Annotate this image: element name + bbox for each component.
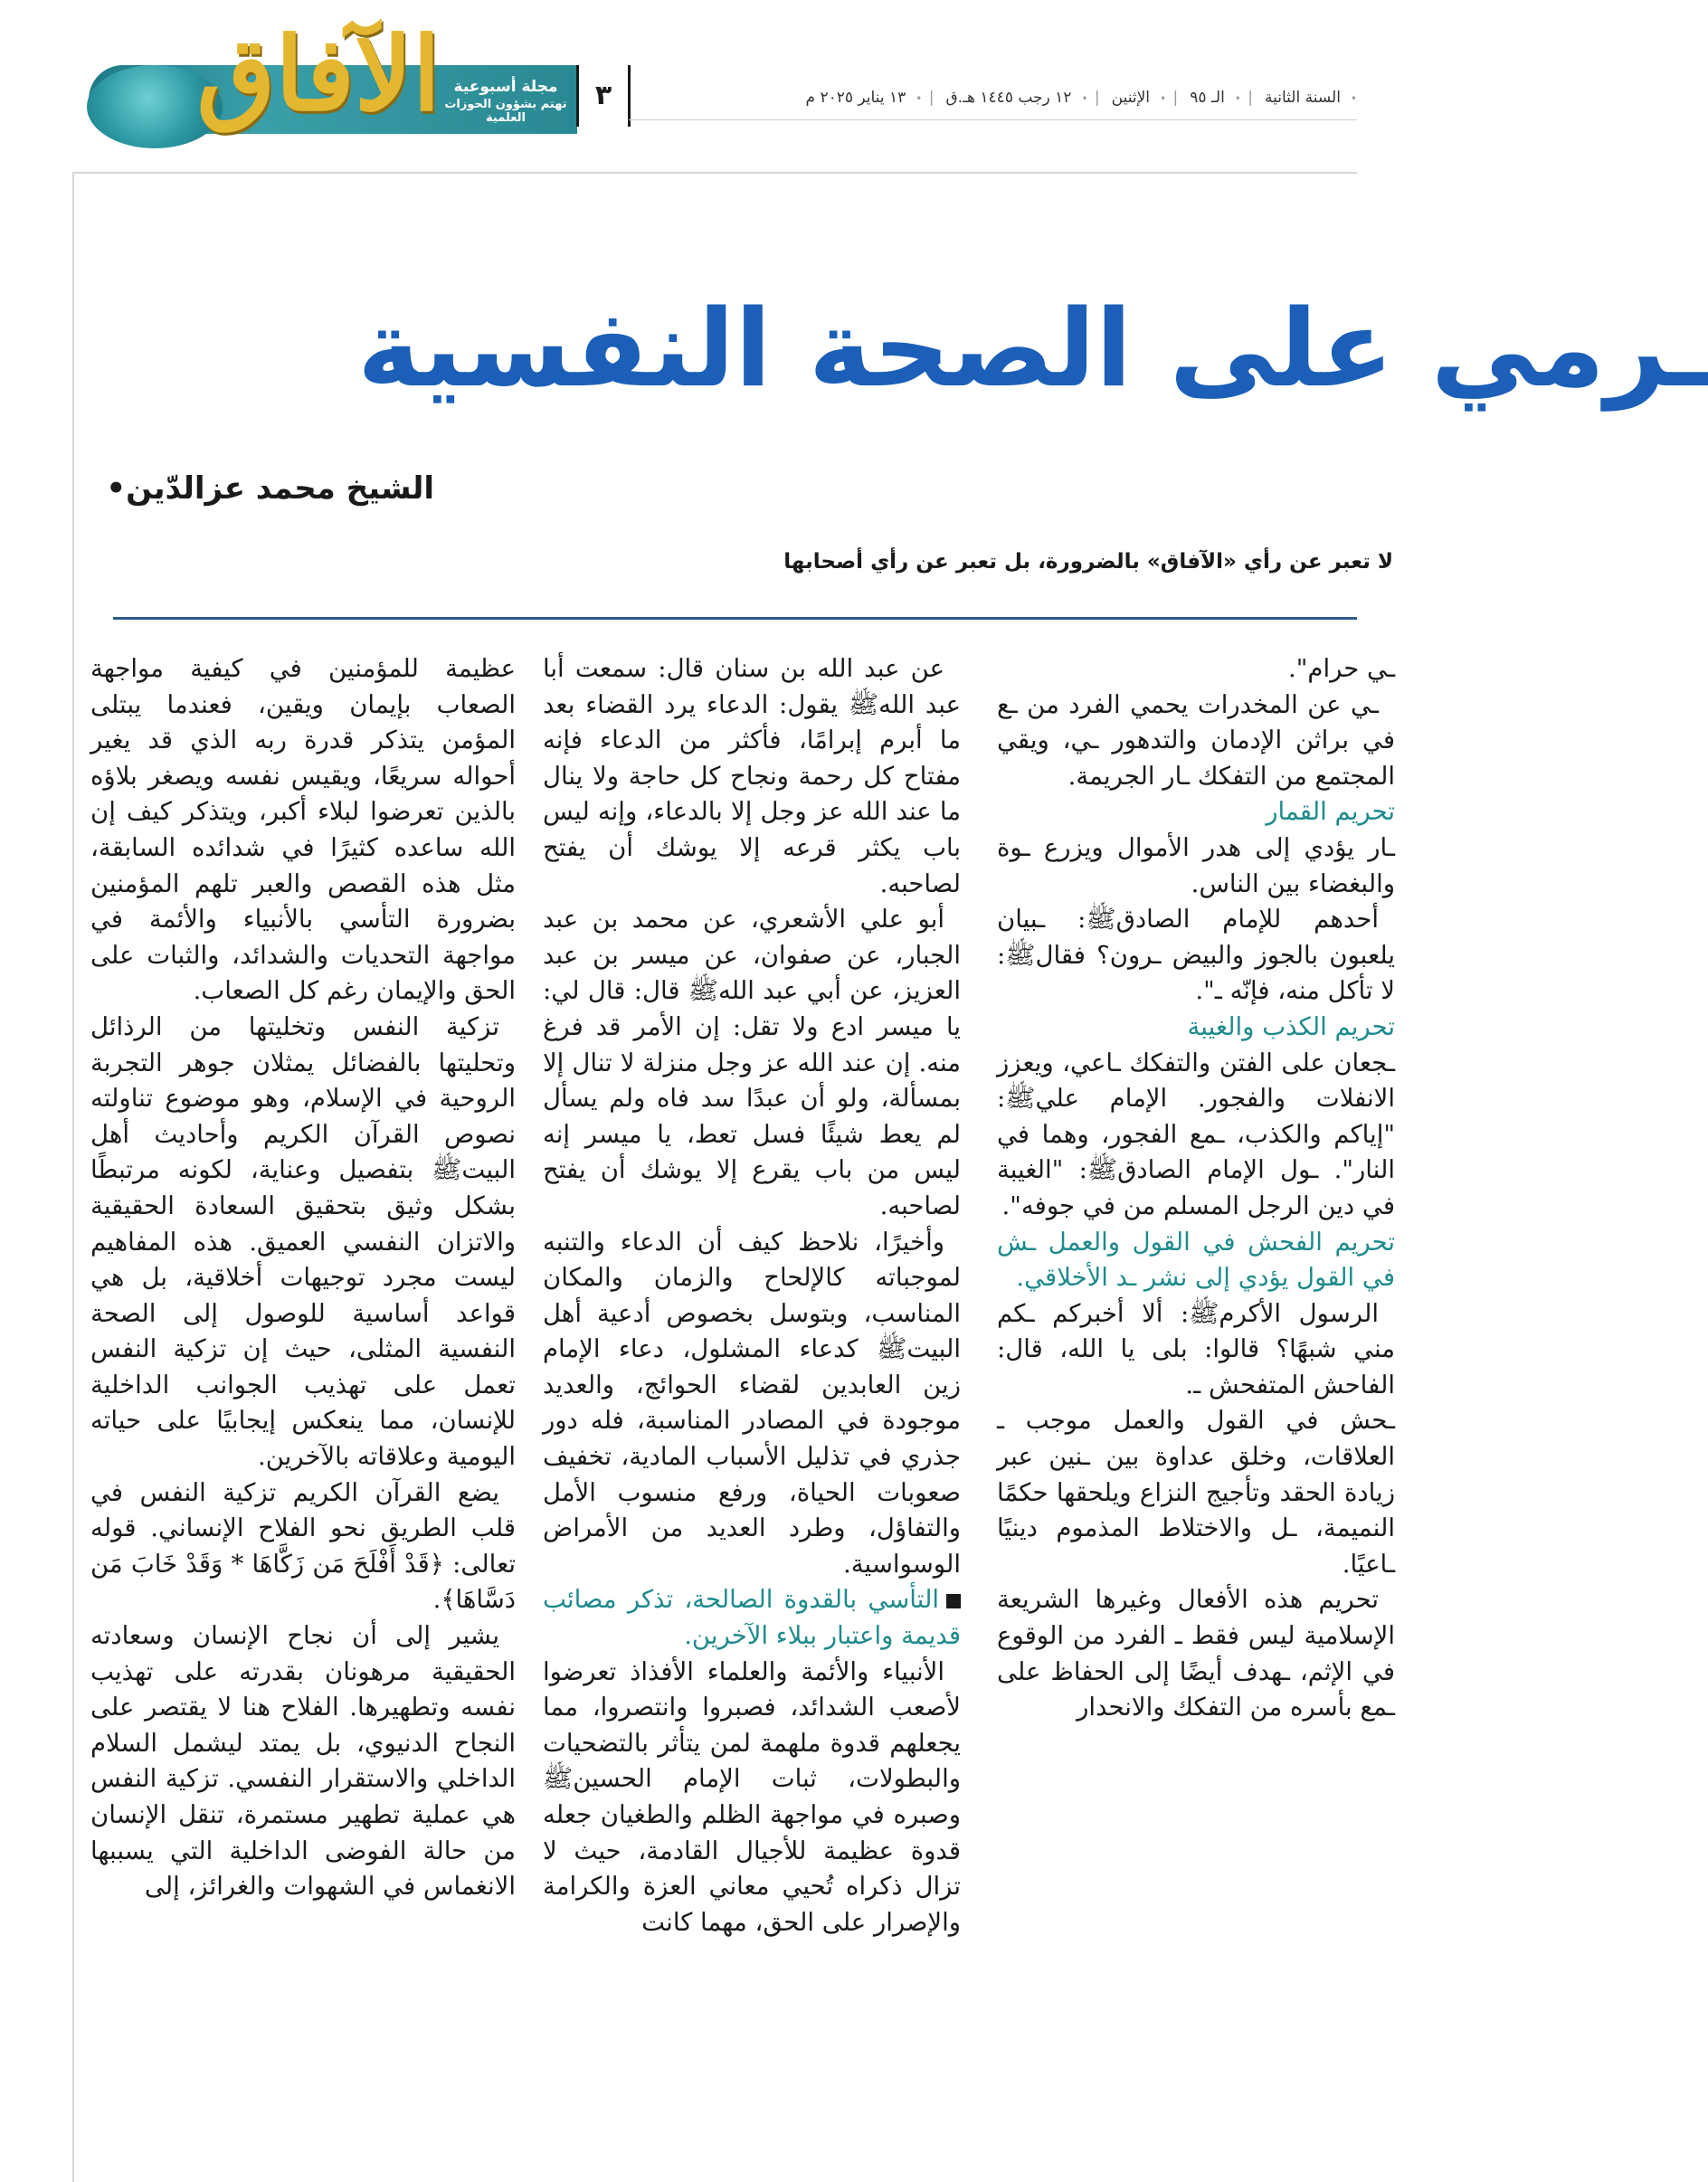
column-left — [90, 651, 516, 2182]
paragraph: ـي عن المخدرات يحمي الفرد من ـع في براثن الإدمان والتدهور ـي، ويقي المجتمع من التفكك ـار الجريمة. — [997, 689, 1395, 791]
paragraph: الرسول الأكرمﷺ: ألا أخبركم ـكم مني شبهًا؟ قالوا: بلى يا الله، قال: الفاحش المتفحش ـ. — [997, 1298, 1395, 1399]
masthead — [0, 0, 1357, 163]
headline-area — [0, 271, 1708, 434]
issue-day: الإثنين — [1111, 89, 1151, 107]
headline-divider — [113, 617, 1357, 620]
paragraph: ـي حرام". — [1288, 654, 1395, 683]
subheading: تحريم الفحش في القول والعمل ـش في القول يؤدي إلى نشر ـد الأخلاقي. — [997, 1227, 1395, 1293]
logo-subtitle-2: تهتم بشؤون الحوزات العلمية — [444, 98, 567, 125]
paragraph: أبو علي الأشعري، عن محمد بن عبد الجبار، عن صفوان، عن ميسر بن عبد العزيز، عن أبي عبد اللهﷺ قال: قال لي: يا ميسر ادع ولا تقل: إن الأمر قد فرغ منه. إن عند الله عز وجل منزلة لا تنال إلا بمسألة، ولو أن عبدًا سد فاه ولم يسأل لم يعط شيئًا فسل تعط، يا ميسر إنه ليس من باب يقرع إلا يوشك أن يفتح لصاحبه. — [543, 905, 961, 1220]
subheading: تحريم الكذب والغيبة — [1187, 1011, 1395, 1041]
paragraph: عن عبد الله بن سنان قال: سمعت أبا عبد اللهﷺ يقول: الدعاء يرد القضاء بعد ما أبرم إبرامًا، فأكثر من الدعاء فإنه مفتاح كل رحمة ونجاح كل حاجة ولا ينال ما عند الله عز وجل إلا بالدعاء، وإنه ليس باب يكثر قرعه إلا يوشك أن يفتح لصاحبه. — [543, 654, 961, 898]
logo-subtitle-1: مجلة أسبوعية — [453, 78, 558, 96]
article-author: الشيخ محمد عزالدّين• — [106, 470, 434, 507]
paragraph: تحريم هذه الأفعال وغيرها الشريعة الإسلامية ليس فقط ـ الفرد من الوقوع في الإثم، ـهدف أيضًا إلى الحفاظ على ـمع بأسره من التفكك والانحدار — [997, 1585, 1395, 1722]
issue-info-bar: •السنة الثانية| •الـ ٩٥| •الإثنين| •١٢ رجب ١٤٤٥ هـ.ق| •١٣ يناير ٢٠٢٥ م — [629, 89, 1357, 120]
paragraph: ـحش في القول والعمل موجب ـ العلاقات، وخلق عداوة بين ـنين عبر زيادة الحقد وتأجيج النزاع ويلحقها حكمًا النميمة، ـل والاختلاط المذموم دينيًا ـاعيًا. — [997, 1406, 1395, 1579]
page-frame-top — [72, 172, 1357, 174]
subheading: تحريم القمار — [1266, 797, 1395, 827]
logo-wordmark: الآفاق — [196, 15, 441, 134]
issue-gregorian-date: ١٣ يناير ٢٠٢٥ م — [805, 89, 906, 107]
subheading-text: التأسي بالقدوة الصالحة، تذكر مصائب قديمة واعتبار ببلاء الآخرين. — [543, 1585, 961, 1651]
column-middle — [543, 651, 961, 2182]
page-frame-left — [72, 172, 74, 2182]
opinion-disclaimer: لا تعبر عن رأي «الآفاق» بالضرورة، بل تعبر عن رأي أصحابها — [783, 550, 1393, 574]
paragraph: يضع القرآن الكريم تزكية النفس في قلب الطريق نحو الفلاح الإنساني. قوله تعالى: ﴿قَدْ أَفْلَحَ مَن زَكَّاهَا * وَقَدْ خَابَ مَن دَسَّاهَا﴾. — [90, 1477, 516, 1615]
paragraph: ـار يؤدي إلى هدر الأموال ويزرع ـوة والبغضاء بين الناس. — [997, 832, 1395, 898]
article-headline: ـرمي على الصحة النفسية — [357, 286, 1708, 411]
paragraph: وأخيرًا، نلاحظ كيف أن الدعاء والتنبه لموجباته كالإلحاح والزمان والمكان المناسب، وبتوسل بخصوص أدعية أهل البيتﷺ كدعاء المشلول، دعاء الإمام زين العابدين لقضاء الحوائج، والعديد موجودة في المصادر المناسبة، فله دور جذري في تذليل الأسباب المادية، تخفيف صعوبات الحياة، ورفع منسوب الأمل والتفاؤل، وطرد العديد من الأمراض الوسواسية. — [543, 1227, 961, 1579]
issue-hijri-date: ١٢ رجب ١٤٤٥ هـ.ق — [945, 89, 1072, 107]
column-right — [997, 651, 1395, 2182]
bullet-square-icon — [946, 1594, 961, 1608]
paragraph: تزكية النفس وتخليتها من الرذائل وتحليتها بالفضائل يمثلان جوهر التجربة الروحية في الإسلام، وهو موضوع تناولته نصوص القرآن الكريم وأحاديث أهل البيتﷺ بتفصيل وعناية، لكونه مرتبطًا بشكل وثيق بتحقيق السعادة الحقيقية والاتزان النفسي العميق. هذه المفاهيم ليست مجرد توجيهات أخلاقية، بل هي قواعد أساسية للوصول إلى الصحة النفسية المثلى، حيث إن تزكية النفس تعمل على تهذيب الجوانب الداخلية للإنسان، مما ينعكس إيجابيًا على حياته اليومية وعلاقاته بالآخرين. — [90, 1011, 516, 1472]
subheading — [543, 1582, 961, 1654]
paragraph: يشير إلى أن نجاح الإنسان وسعادته الحقيقية مرهونان بقدرته على تهذيب نفسه وتطهيرها. الفلاح هنا لا يقتصر على النجاح الدنيوي، بل يمتد ليشمل السلام الداخلي والاستقرار النفسي. تزكية النفس هي عملية تطهير مستمرة، تنقل الإنسان من حالة الفوضى الداخلية التي يسببها الانغماس في الشهوات والغرائز، إلى — [90, 1621, 516, 1902]
issue-number: الـ ٩٥ — [1190, 89, 1225, 107]
issue-year: السنة الثانية — [1265, 89, 1341, 107]
page-number: ٣ — [576, 65, 631, 127]
paragraph: عظيمة للمؤمنين في كيفية مواجهة الصعاب بإيمان ويقين، فعندما يبتلى المؤمن يتذكر قدرة ربه الذي قد يغير أحواله سريعًا، ويقيس نفسه ويصغر بلاؤه بالذين تعرضوا لبلاء أكبر، ويتذكر كيف إن الله ساعده كثيرًا في شدائده السابقة، مثل هذه القصص والعبر تلهم المؤمنين بضرورة التأسي بالأنبياء والأئمة في مواجهة التحديات والشدائد، والثبات على الحق والإيمان رغم كل الصعاب. — [90, 654, 516, 1006]
magazine-logo[interactable] — [83, 7, 576, 152]
paragraph: ـجعان على الفتن والتفكك ـاعي، ويعزز الانفلات والفجور. الإمام عليﷺ: "إياكم والكذب، ـمع الفجور، وهما في النار". ـول الإمام الصادقﷺ: "الغيبة في دين الرجل المسلم من في جوفه". — [997, 1048, 1395, 1220]
paragraph: أحدهم للإمام الصادقﷺ: ـبيان يلعبون بالجوز والبيض ـرون؟ فقالﷺ: لا تأكل منه، فإنّه ـ". — [997, 905, 1395, 1006]
paragraph: الأنبياء والأئمة والعلماء الأفذاذ تعرضوا لأصعب الشدائد، فصبروا وانتصروا، مما يجعلهم قدوة ملهمة لمن يتأثر بالتضحيات والبطولات، ثبات الإمام الحسينﷺ وصبره في مواجهة الظلم والطغيان جعله قدوة عظيمة للأجيال القادمة، حيث لا تزال ذكراه تُحيي معاني العزة والكرامة والإصرار على الحق، مهما كانت — [543, 1656, 961, 1937]
